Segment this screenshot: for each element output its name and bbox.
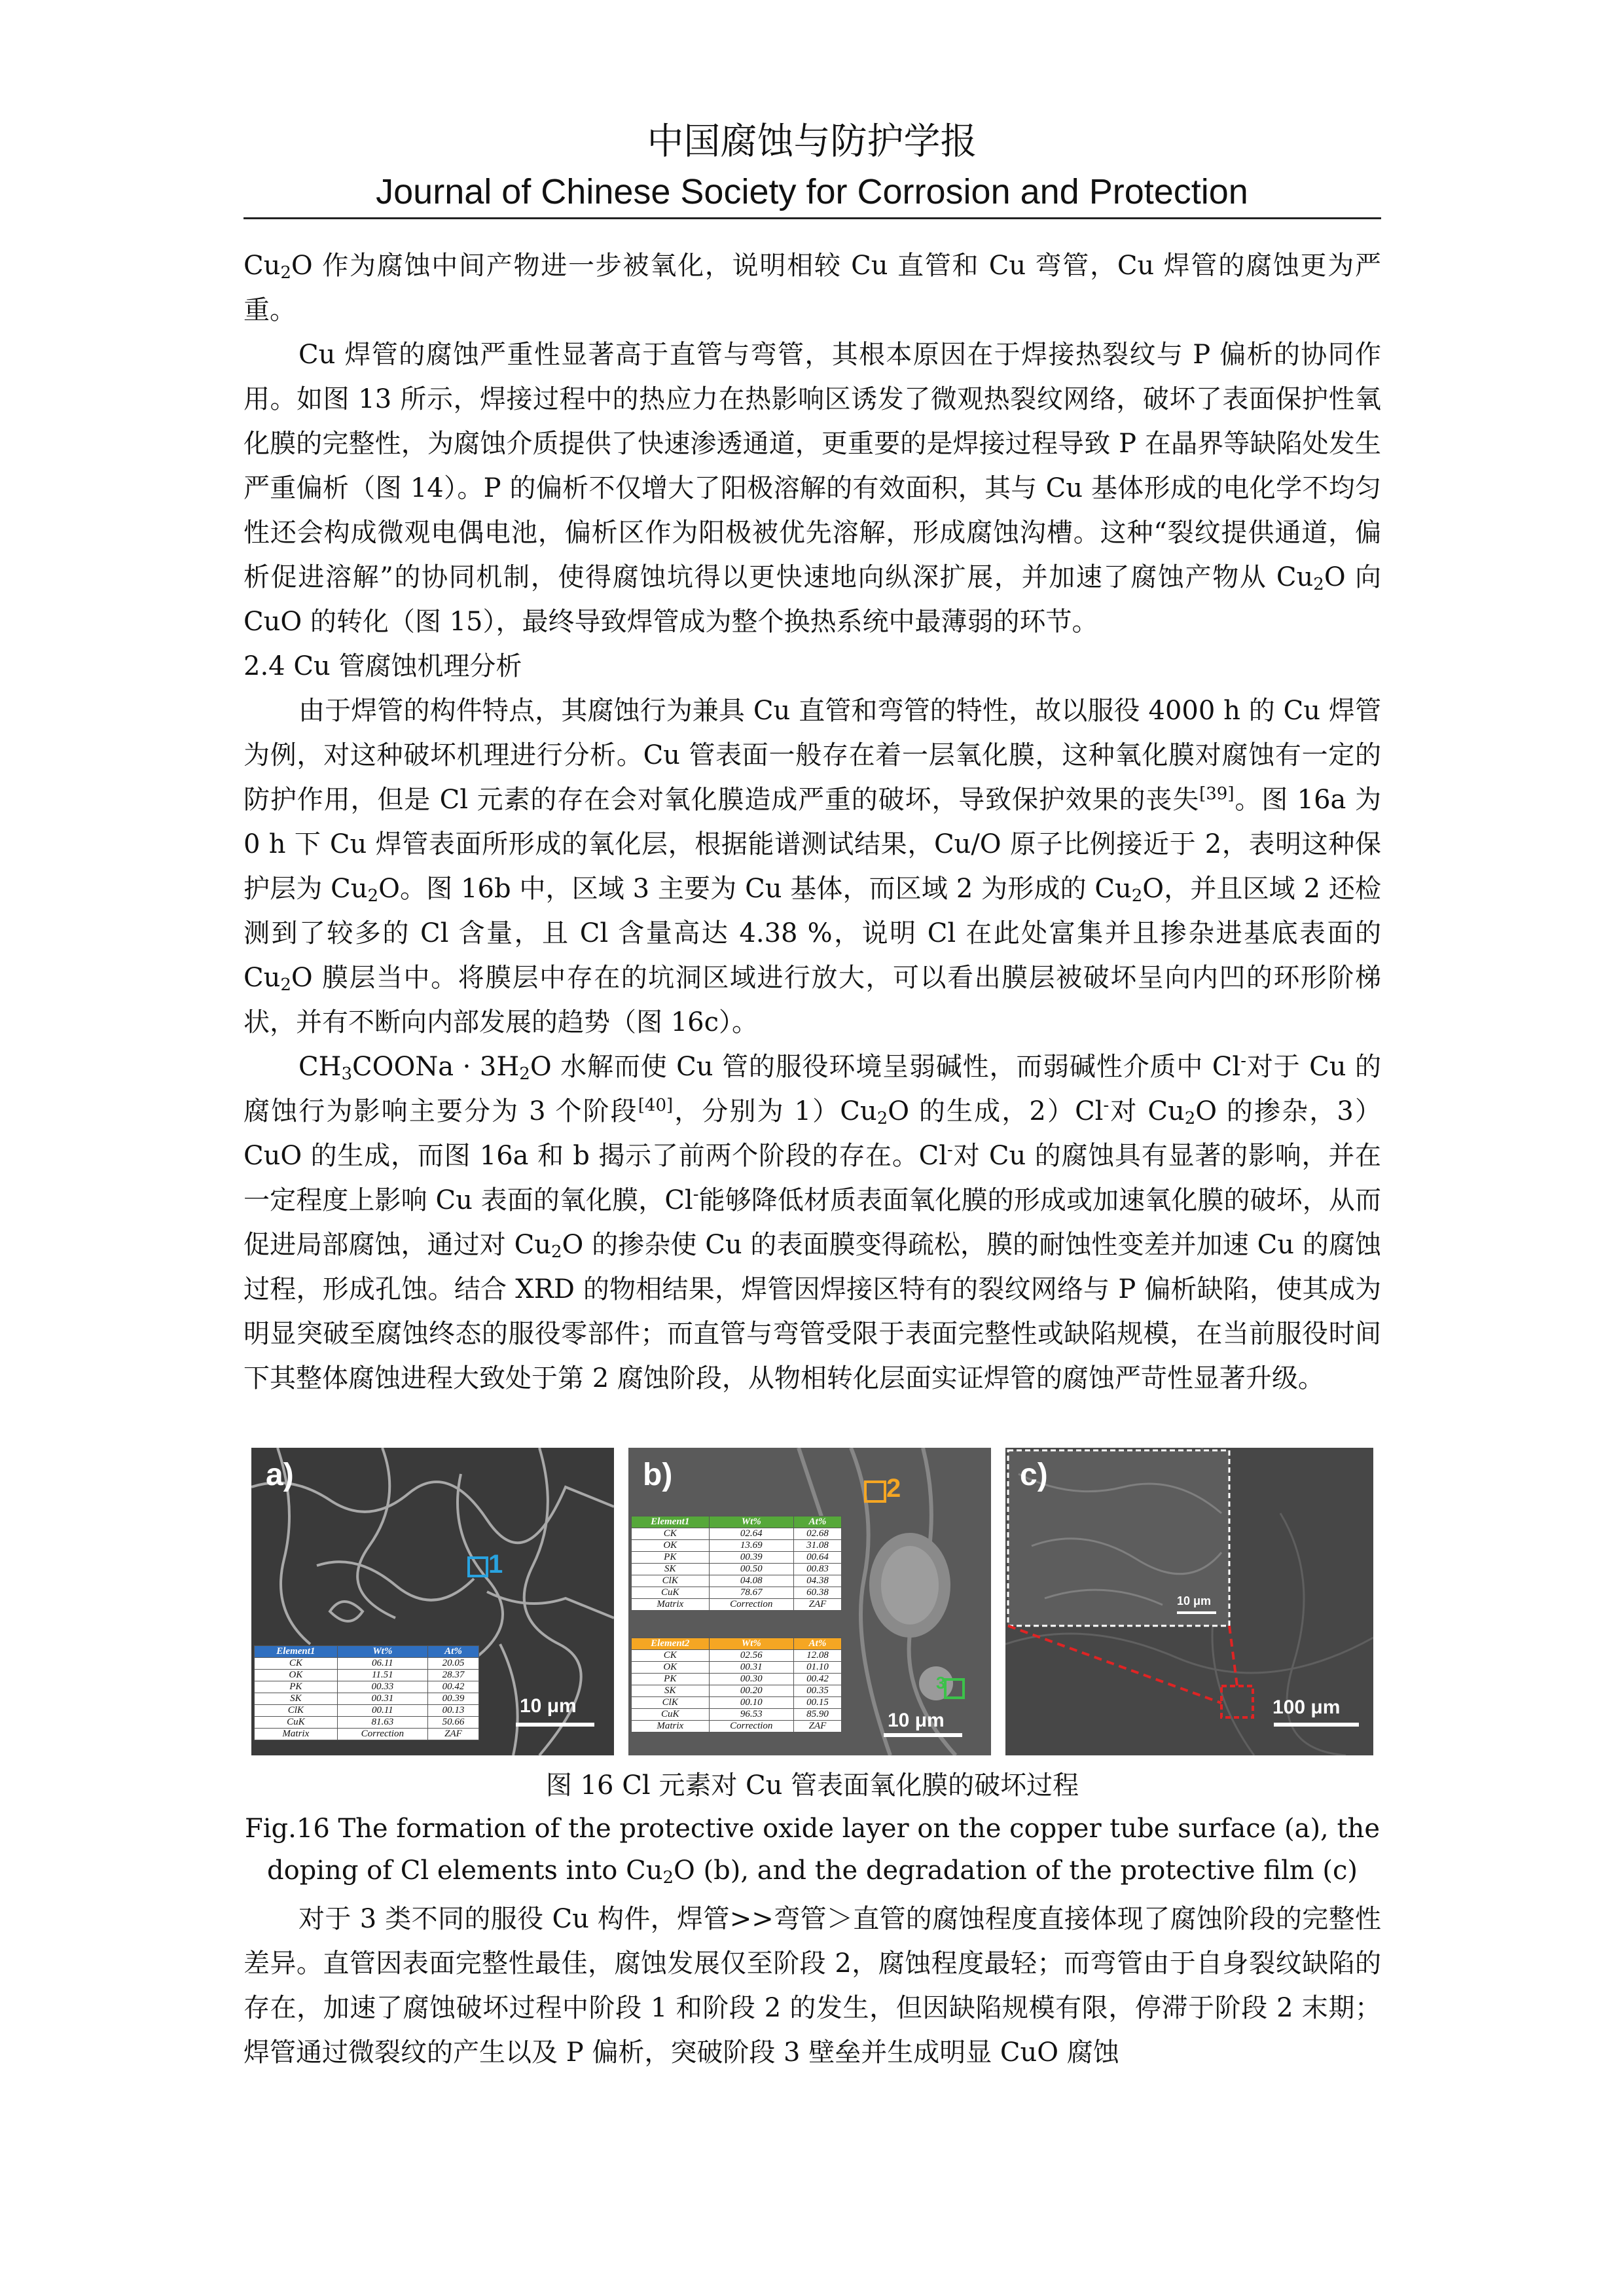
scale-label-a: 10 μm <box>520 1695 577 1717</box>
citation-40[interactable]: [40] <box>638 1096 674 1115</box>
figure-16 <box>244 1448 1381 1755</box>
sem-panel-c <box>1005 1448 1373 1755</box>
paragraph-5: 对于 3 类不同的服役 Cu 构件，焊管>>弯管＞直管的腐蚀程度直接体现了腐蚀阶段的完整性差异。直管因表面完整性最佳，腐蚀发展仅至阶段 2，腐蚀程度最轻；而弯管由于自身裂纹缺陷的存在，加速了腐蚀破坏过程中阶段 1 和阶段 2 的发生，但因缺陷规模有限，停滞于阶段 2 末期；焊管通过微裂纹的产生以及 P 偏析，突破阶段 3 壁垒并生成明显 CuO 腐蚀 <box>244 1904 1381 2068</box>
scale-label-c: 100 μm <box>1272 1696 1341 1718</box>
scale-label-b: 10 μm <box>888 1710 945 1731</box>
sem-panel-a <box>251 1448 614 1755</box>
figure-caption-en: Fig.16 The formation of the protective oxide layer on the copper tube surface (a), the doping of Cl elements into $Cu_2O$ (b), and the degradation of the protective film (c) <box>245 1814 1380 1888</box>
paragraph-2: Cu 焊管的腐蚀严重性显著高于直管与弯管，其根本原因在于焊接热裂纹与 P 偏析的协同作用。如图 13 所示，焊接过程中的热应力在热影响区诱发了微观热裂纹网络，破坏了表面保护性氧化膜的完整性，为腐蚀介质提供了快速渗透通道，更重要的是焊接过程导致 P 在晶界等缺陷处发生严重偏析（图 14）。P 的偏析不仅增大了阳极溶解的有效面积，其与 Cu 基体形成的电化学不均匀性还会构成微观电偶电池，偏析区作为阳极被优先溶解，形成腐蚀沟槽。这种“裂纹提供通道，偏析促进溶解”的协同机制，使得腐蚀坑得以更快速地向纵深扩展，并加速了腐蚀产物从 $Cu_2O$ 向 CuO 的转化（图 15），最终导致焊管成为整个换热系统中最薄弱的环节。 <box>244 340 1381 637</box>
header-rule <box>244 217 1381 219</box>
region-3-label: 3 <box>936 1673 946 1693</box>
journal-title-en: Journal of Chinese Society for Corrosion and Protection <box>376 172 1248 211</box>
panel-a-label: a) <box>266 1458 294 1492</box>
article-body-bottom <box>244 1897 1381 2075</box>
scale-bar-c <box>1274 1723 1359 1727</box>
paragraph-1: $Cu_2O$ 作为腐蚀中间产物进一步被氧化，说明相较 Cu 直管和 Cu 弯管，Cu 焊管的腐蚀更为严重。 <box>244 251 1381 325</box>
paragraph-3: 由于焊管的构件特点，其腐蚀行为兼具 Cu 直管和弯管的特性，故以服役 4000 h 的 Cu 焊管为例，对这种破坏机理进行分析。Cu 管表面一般存在着一层氧化膜，这种氧化膜对腐蚀有一定的防护作用，但是 Cl 元素的存在会对氧化膜造成严重的破坏，导致保护效果的丧失[39]。图 16a 为 0 h 下 Cu 焊管表面所形成的氧化层，根据能谱测试结果，Cu/O 原子比例接近于 2，表明这种保护层为 $Cu_2O$。图 16b 中，区域 3 主要为 Cu 基体，而区域 2 为形成的 $Cu_2O$，并且区域 2 还检测到了较多的 Cl 含量，且 Cl 含量高达 4.38 %，说明 Cl 在此处富集并且掺杂进基底表面的 $Cu_2O$ 膜层当中。将膜层中存在的坑洞区域进行放大，可以看出膜层被破坏呈向内凹的环形阶梯状，并有不断向内部发展的趋势（图 16c）。 <box>244 696 1381 1037</box>
sem-panel-b <box>628 1448 991 1755</box>
region-3-marker <box>944 1678 965 1699</box>
eds-table-a: Element1 Wt% At% CK 06.11 20.05 OK 11.51 28.37 PK 00.33 00.42 SK 00.31 00.39 ClK 00.11 00.13 CuK 81.63 50.66 Matrix Correction ZAF <box>254 1645 479 1740</box>
eds-table-b-region2: Element2 Wt% At% CK 02.56 12.08 OK 00.31 01.10 PK 00.30 00.42 SK 00.20 00.35 ClK 00.10 00.15 CuK 96.53 85.90 Matrix Correction ZAF <box>631 1638 842 1732</box>
paragraph-4: $CH_3COONa \cdot 3H_2O$ 水解而使 Cu 管的服役环境呈弱碱性，而弱碱性介质中 Cl-对于 Cu 的腐蚀行为影响主要分为 3 个阶段[40]，分别为 $1)Cu_2O$ 的生成，2）Cl-对 $Cu_2O$ 的掺杂，3）CuO 的生成，而图 16a 和 b 揭示了前两个阶段的存在。Cl-对 Cu 的腐蚀具有显著的影响，并在一定程度上影响 Cu 表面的氧化膜，Cl-能够降低材质表面氧化膜的形成或加速氧化膜的破坏，从而促进局部腐蚀，通过对 $Cu_2O$ 的掺杂使 Cu 的表面膜变得疏松，膜的耐蚀性变差并加速 Cu 的腐蚀过程，形成孔蚀。结合 XRD 的物相结果，焊管因焊接区特有的裂纹网络与 P 偏析缺陷，使其成为明显突破至腐蚀终态的服役零部件；而直管与弯管受限于表面完整性或缺陷规模，在当前服役时间下其整体腐蚀进程大致处于第 2 腐蚀阶段，从物相转化层面实证焊管的腐蚀严苛性显著升级。 <box>244 1051 1382 1393</box>
scale-bar-b <box>884 1733 962 1737</box>
inset-scale-label: 10 μm <box>1177 1594 1212 1607</box>
panel-c-label: c) <box>1020 1458 1048 1492</box>
citation-39[interactable]: [39] <box>1199 784 1235 804</box>
journal-header <box>0 117 1624 216</box>
inset-scale-bar <box>1177 1611 1216 1614</box>
figure-caption-cn: 图 16 Cl 元素对 Cu 管表面氧化膜的破坏过程 <box>545 1770 1079 1801</box>
journal-title-cn: 中国腐蚀与防护学报 <box>647 120 977 163</box>
panel-b-label: b) <box>643 1458 673 1492</box>
region-1-label: 1 <box>488 1550 503 1579</box>
region-1-marker <box>467 1556 488 1577</box>
article-body-top <box>244 243 1381 1401</box>
region-2-marker <box>864 1480 886 1503</box>
region-2-label: 2 <box>886 1474 901 1503</box>
section-heading: 2.4 Cu 管腐蚀机理分析 <box>244 651 522 681</box>
scale-bar-a <box>516 1723 594 1727</box>
eds-table-b-region1: Element1 Wt% At% CK 02.64 02.68 OK 13.69 31.08 PK 00.39 00.64 SK 00.50 00.83 ClK 04.08 04.38 CuK 78.67 60.38 Matrix Correction ZAF <box>631 1516 842 1611</box>
